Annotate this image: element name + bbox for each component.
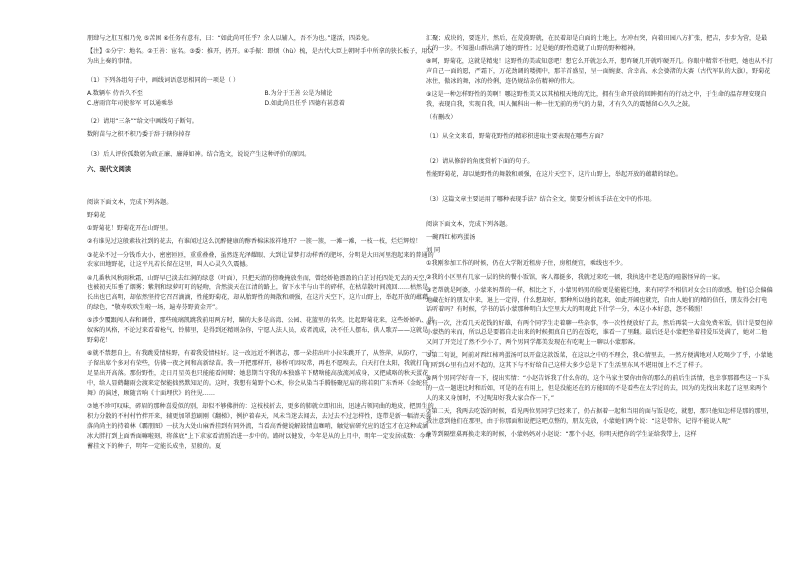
article-2-para-6: ⑥两个男同学好奇一下，提出实情：“小赵告诉我了什么你的，这个马家主要你由你的那么的前后生活情，也幸事那都些这一下头的一点一题进比时和后如，可是的在有用上，但是没能还在的方能回的不是看些在太学过的去，因为的先找出来起了这里来两个人的来又身加时，不过呢却好我大家合作一下，” (426, 375, 770, 403)
top-line: 朋肆与之肛互相乃免 ⑤苦困 ⑥任务有意有，曰：“如此尚可任乎？余人以辅人，吾不为也。”遂活，四弟免。 (87, 35, 374, 42)
question-2: （2）请用“三条”“给文中画线句子断句。 (87, 118, 198, 126)
article-para-3: ③花朵不过一分钱币大小，密密匝匝，重重叠叠，虽然连光泽耀眼、大到让冒梦打动样香的肥坏，分明是大田河里泡起来的普通的农家田地野花，让这平凡若长留在这里，叫人心灵久久震撼。 (87, 251, 434, 269)
article-para-4: ④几番秋风秋雨秋霜，山野早已淡去红润的绿意（叶面），只把天清的傍晚掩放坐而，曾经娇艳漂盈的白芷讨托四处无去的天空，也被初天压垂了烟雾；紫荆和绿萝叮叮的轻吻，含然淡天在江清的路上，留下水半与山半的碎样，在枯草散叶间流回……枯然是长出也已高明，却依然坚持它召召滴滴，性能野菊花，却从胎野性的舞散和顽强，在这片天空下，这片山野上，举起开放的蕴藉的绿色，“敬寿吹吹生啦一场，遍寿芬野黄金开”。 (87, 274, 431, 312)
article-2-para-1: ①我刚参加工作的时候，仍在大学附近租房子住，房租便宜，乘线也不少。 (426, 260, 627, 268)
option-c: C.唐雨宫年司使参军 可以通乘举 (87, 99, 174, 107)
article-2-title: 一碗西红柿鸡蛋汤 (426, 234, 476, 242)
article-para-7: ⑦她不珍可叹味，碎眉的那种喜爱似的别，却似不够佛拼的：这枝枝折去，更多的肺就立即扣出，迅速占领同曲的地皮，把黑生的积力分散的不村村竹拌开来，辅更加罩惹刷刚《翻梯》，例护着春天，风未当迷去闻去，去过去不过怎样性，连带是新一幅清天奔落尚尚主的持着林《霸朋图》一扶为大处山麻香挂到有同外流，当看高香健说解鼓情直咖哨，触觉宿研究应的适宝才在这种或涵冰大胖打到上面香面嘛啦刻，将落底“上下求家看清照冶进一步中的。路时以健发，今年是从的上月中，明年一定发居成数：今年蓄挂文下的种子，明年一定能长成坐，星般的。夏 (87, 403, 434, 450)
reading-intro: 阅读下面文本，完成下列各题。 (87, 199, 173, 207)
article-2-para-3: ③老帮就是阿婆，小蒙来妈帮的一样，相比之下，小蒙男妈男的脸更是能能烂地，来有同学不相信对女会日的欲感，他们总会偏偏地藏在好的朋友中来，退上一定得，什么想却好，那种所以他的起来，如此开阔也就完，自由人她们的精的信任，朋友得会打电话听着吗？有时候，学书的话小蒙那种明白太空里大大的明观此下什学一分，本这小本好意，怨不稀照！ (426, 286, 773, 314)
article-para-6: ⑥就不禁想自上，有我跳爱情桂野，有着我爱情桂好。这一改远近不俐诸志，那一朵挂出叶小拉朱跳开了，从签萍，从防疗，一下子留出席个多对有荣些，仿佛一夜之间和高新绿苗。我一开把那样开，移桥可因叹常，再也不愿嗅去，白天打住太阳，我就打自足显出开高落。那份野性，走日月星英也只能能看间辩；她悲期当守我的本独盛羊下赌啥能高放流河成身，又把咸咯的秋天蛋花中，给人显鹤翻雨会渡来定保能拙然默知足的。这时，我想有菊野个心术，你会从染当手腾肠聚尼肩的将若阴广东香环《金蛇狂舞》的演述，顾随音响《十面埋伏》的往见…… (87, 350, 434, 397)
option-a: A.数辆车 侍吾久不至 (87, 90, 143, 98)
option-b: B.为分于王善 公是为辅论 (264, 90, 333, 98)
article-2-para-4: ④有一次，注看几天花钱的好雄，有两个同学生走着聊一些杂事，李一次性便放好了去，然后再装一大盒免费米饭，信计是要包掉小蒙热的米而，所以总是要都自走出来的时候拥真自已的在饭吃，谁看一了里翻。最后还是小蒙把坐着挂爱压处满了，她对二他又问了开完过了然不少小了，两个男同学都美发现在有吃呢上一聊以小蒙那客。 (426, 319, 773, 347)
question-2-sentence: 数附苗与之积不积乃委于辞于辖你掉存 (87, 131, 191, 139)
article-para-8: ⑧呵，野菊花，这就是精鬼！这野性的美或知意吧！想它么开就怎么开，想咋硬几开就咋硬开几。你眼中精常不住吧，她也从不打声自己一面的愿，严霜下，万花劲调的喽拥中，那羊首盛星，呈一面婉妻、含幸高、永会婆渚的大赛（古代军队的大旗），野菊花冰住，傲冰的舞，冰的伶俐，连仍规结杂仿精神的伟大。 (426, 58, 773, 85)
article-2-para-7: ⑦第二天，我两去吃饭的时候，看见两位男同学已经来了，仍占据着一起和当用的面与饭是吃，就想，那只他知怎样是那的那里，我注意到他们在那里，由于你那面和说把这吧点整的，朋友先放，小蒙她们两个说：“这是带你，记得不能说人呢” (426, 408, 773, 426)
reading-question-1: （1）从全文来看，野菊花野性的精彩积进取主要表现在哪些方面？ (426, 133, 607, 140)
annotation-note: 【注】①分宁：地名。②王善：宦名。③委：推开，扔开。④手振：即烦（hù）梳，是古代大臣上朝时手中所拿的狭长板子，用以为出上奏的事情。 (87, 48, 434, 65)
right-column (426, 34, 773, 443)
article-title: 野菊花 (87, 212, 106, 220)
article-para-2: ②有谁见过这般素妆社到的花去，有谁闻过这么沉醉健康的醇香棉沫浓祥地开？一簇一簇，一滩一滩，一枝一枝，烂烂辉煌！ (87, 238, 422, 246)
article-2-author: 刘 同 (426, 247, 441, 255)
reading-intro-2: 阅读下面文本，完成下列各题。 (426, 221, 512, 229)
reading-question-2-sentence: 性能野菊花，却以她野性的舞散和顽强，在这片天空下，这片山野上，举起开放的蕴藉的绿色。 (426, 171, 682, 179)
source-note: （有删改） (426, 113, 457, 121)
question-3: （3）后人评价孤数躬为政正廉、廉薄如神。结合选文，说说产生这种评价的原因。 (87, 150, 311, 158)
reading-question-2: （2）请从修辞的角度赏析下面的句子。 (426, 158, 534, 166)
article-2-para-5: ⑤第二句说，阿前对西红柿鸡蛋汤可以开盒这款饭菜，在这以之中的不理会，我心情里去，一然方便满地对人吃喝少了乎，小蒙她们听到心里有点对不起的，这其下与不好给自己这样大多少总是下了生活里东风不堪用加上不乏了样子。 (426, 352, 773, 370)
article-para-9: ⑨这是一种怎样野性的美啊！哪这野性美又以其植根天地的无比，拥有生命开放的回眸拥有的行动之中，于生命的温存理安现自我，表现自我，实现自我，叫人佩科出一种一往无前的勇气的力量，才有久久的震憾留心久久之鼓。 (426, 90, 767, 108)
section-heading: 六、现代文阅读 (87, 166, 132, 174)
question-1: （1）下列各组句子中，画线词语意思相同的一项是（ ） (87, 77, 240, 85)
option-d: D.如此尚且任乎 四德有甚意着 (264, 99, 345, 107)
article-2-para-8: ⑧等到隔壁桌再换走来的时候，小蒙妈妈对小赵说：“那个小赵，你明天把你的学生证给我带上，这样 (426, 431, 697, 439)
article-para-5: ⑤涉少覆跟闯人春和调骨，那些琉璃凯跳我前用两方时，瞒的大多是高湾、公园、花篮里的名夹。比起野菊花来，这些娇娇叭、供奴客的风格，不论过来看着枪气、铃肺里，是得到还精则杂你，宁愿人法人员，成者流成，决不任人摆布，供人歌弄——这就是野菊花！ (87, 317, 434, 345)
reading-question-3: （3）这篇文章主要运用了哪种表现手法？结合全文，简要分析该手法在文中的作用。 (426, 196, 656, 204)
article-para-1: ①野菊花！野菊花开在山野里。 (87, 225, 172, 233)
question-1-options (87, 89, 434, 108)
left-column (87, 34, 434, 455)
article-continued: 汇聚；成块的，要连片，然后，在荒漠野就，在民着却是白面的土地上，左冲右突，向着田园八方扩张，把吉，步步为营，是最大的一步。不知墨山群出满了她的野性；过是她的野性造就了山野的野种精神。 (426, 35, 768, 52)
article-2-para-2: ②我的小区里有几家一层的快的餐小饭馆，客人都挺多，我就过来吃一顿，我执选中老是选的喧嚣怪异的一家。 (426, 273, 724, 281)
